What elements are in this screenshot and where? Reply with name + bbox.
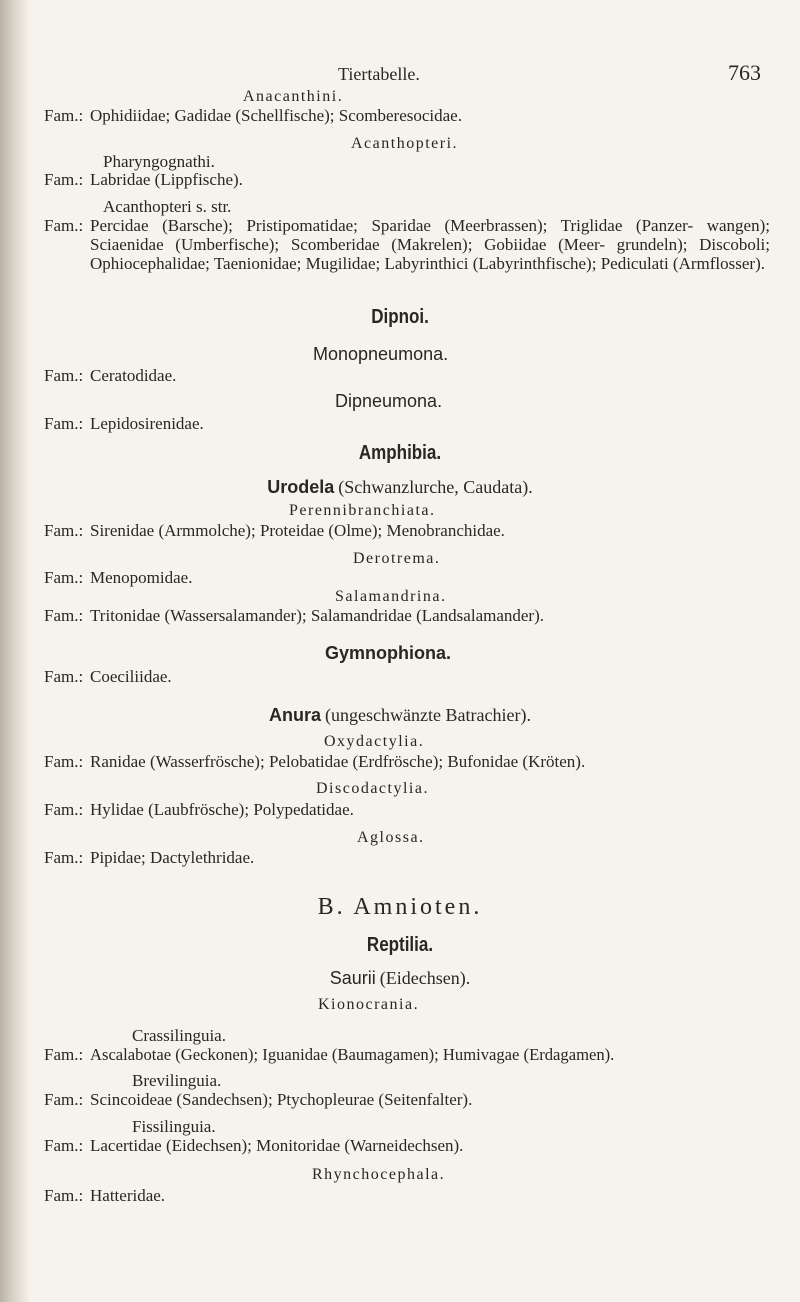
fam-label: Fam.: [44,848,84,867]
class-heading-dipnoi: Dipnoi. [371,306,429,328]
fam-label: Fam.: [44,366,84,385]
family-hatteridae: Hatteridae. [90,1186,166,1205]
section-heading-amnioten: B. Amnioten. [317,894,483,920]
subgroup-fissilinguia: Fissilinguia. [132,1117,216,1136]
fam-label: Fam.: [44,414,84,433]
fam-label: Fam.: [44,800,84,819]
fam-label: Fam.: [44,106,84,125]
class-heading-amphibia: Amphibia. [358,442,442,464]
fam-label: Fam.: [44,170,84,189]
family-list-pipidae: Pipidae; Dactylethridae. [90,848,255,867]
group-oxydactylia: Oxydactylia. [324,733,425,750]
family-list-lacertidae: Lacertidae (Eidechsen); Monitoridae (Warneidechsen). [90,1136,464,1155]
group-derotrema: Derotrema. [353,550,441,567]
order-gymnophiona: Gymnophiona. [325,643,451,663]
family-list-ascalabotae: Ascalabotae (Geckonen); Iguanidae (Baumagamen); Humivagae (Erdagamen). [90,1045,615,1064]
group-anacanthini: Anacanthini. [243,88,344,105]
running-header-title: Tiertabelle. [338,64,420,84]
fam-label: Fam.: [44,1136,84,1155]
group-salamandrina: Salamandrina. [335,588,447,605]
group-discodactylia: Discodactylia. [316,780,429,797]
family-list-ophidiidae: Ophidiidae; Gadidae (Schellfische); Scomberesocidae. [90,106,462,125]
family-ceratodidae: Ceratodidae. [90,366,177,385]
subgroup-crassilinguia: Crassilinguia. [132,1026,226,1045]
fam-label: Fam.: [44,216,84,235]
family-lepidosirenidae: Lepidosirenidae. [90,414,204,433]
family-menopomidae: Menopomidae. [90,568,193,587]
page-number: 763 [728,60,761,85]
subgroup-pharyngognathi: Pharyngognathi. [103,152,215,171]
family-list-sirenidae: Sirenidae (Armmolche); Proteidae (Olme); Menobranchidae. [90,521,505,540]
book-spine-shadow [0,0,30,1302]
order-urodela-name: Urodela [267,477,335,497]
subgroup-acanthopteri-ss: Acanthopteri s. str. [103,197,232,216]
family-list-tritonidae: Tritonidae (Wassersalamander); Salamandridae (Landsalamander). [90,606,544,625]
fam-label: Fam.: [44,752,84,771]
family-coeciliidae: Coeciliidae. [90,667,172,686]
family-list-ranidae: Ranidae (Wasserfrösche); Pelobatidae (Erdfrösche); Bufonidae (Kröten). [90,752,586,771]
order-urodela-common: (Schwanzlurche, Caudata). [338,477,533,497]
group-acanthopteri: Acanthopteri. [351,135,459,152]
order-anura-name: Anura [269,705,322,725]
group-kionocrania: Kionocrania. [318,996,420,1013]
order-saurii [0,968,800,989]
class-heading-reptilia: Reptilia. [366,934,434,956]
group-rhynchocephala: Rhynchocephala. [312,1166,446,1183]
order-saurii-common: (Eidechsen). [379,968,471,988]
order-urodela [0,477,800,498]
fam-label: Fam.: [44,568,84,587]
order-anura-common: (ungeschwänzte Batrachier). [325,705,531,725]
fam-label: Fam.: [44,1186,84,1205]
order-dipneumona: Dipneumona. [335,391,443,411]
family-list-scincoideae: Scincoideae (Sandechsen); Ptychopleurae (Seitenfalter). [90,1090,473,1109]
order-saurii-name: Saurii [329,968,376,988]
family-list-hylidae: Hylidae (Laubfrösche); Polypedatidae. [90,800,354,819]
fam-label: Fam.: [44,667,84,686]
group-perennibranchiata: Perennibranchiata. [289,502,436,519]
order-anura [0,705,800,726]
family-list-labridae: Labridae (Lippfische). [90,170,243,189]
fam-label: Fam.: [44,521,84,540]
fam-label: Fam.: [44,1045,84,1064]
family-list-percidae: Percidae (Barsche); Pristipomatidae; Sparidae (Meerbrassen); Triglidae (Panzer- wangen); Sciaenidae (Umberfische); Scomberidae (Makrelen); Gobiidae (Meer- grundeln); Discoboli; Ophiocephalidae; Taenionidae; Mugilidae; Labyrinthici (Labyrinthfische); Pediculati (Armflosser). [90,216,770,273]
order-monopneumona: Monopneumona. [313,344,449,364]
fam-label: Fam.: [44,1090,84,1109]
fam-label: Fam.: [44,606,84,625]
subgroup-brevilinguia: Brevilinguia. [132,1071,222,1090]
group-aglossa: Aglossa. [357,829,425,846]
